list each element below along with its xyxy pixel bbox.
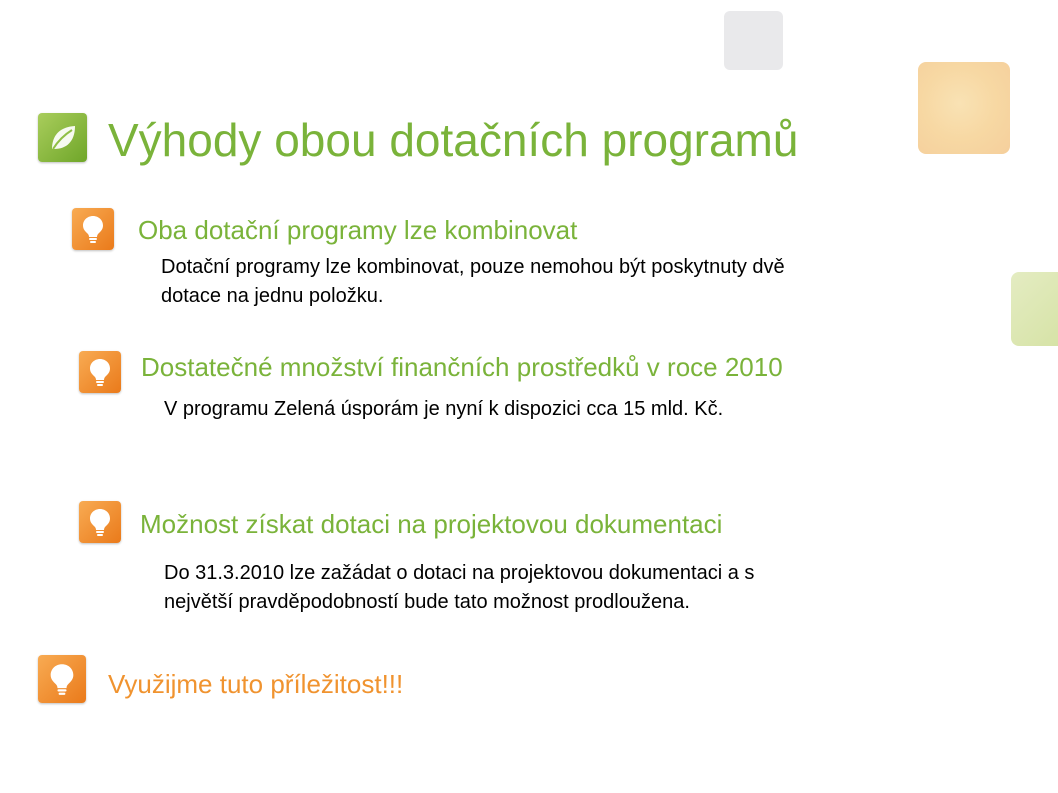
section-heading-3: Možnost získat dotaci na projektovou dokumentaci [140,509,723,539]
call-to-action: Využijme tuto příležitost!!! [108,669,404,699]
section-body-1 [161,253,785,311]
body-line: Do 31.3.2010 lze zažádat o dotaci na projektovou dokumentaci a s [164,562,755,584]
body-line: největší pravděpodobností bude tato možnost prodloužena. [164,591,690,613]
lightbulb-icon [79,501,121,543]
page-title: Výhody obou dotačních programů [108,114,799,166]
leaf-icon [38,113,87,162]
lightbulb-icon [38,655,86,703]
section-body-2 [164,395,723,424]
body-line: dotace na jednu položku. [161,285,384,307]
section-body-3 [164,559,754,617]
lightbulb-icon [72,208,114,250]
body-line: V programu Zelená úsporám je nyní k dispozici cca 15 mld. Kč. [164,398,724,420]
body-line: Dotační programy lze kombinovat, pouze nemohou být poskytnuty dvě [161,256,785,278]
section-heading-2: Dostatečné množství finančních prostředků v roce 2010 [141,352,783,382]
decorative-square-green [1011,272,1058,346]
decorative-square-peach [918,62,1010,154]
decorative-square-gray [724,11,783,70]
lightbulb-icon [79,351,121,393]
section-heading-1: Oba dotační programy lze kombinovat [138,215,578,245]
